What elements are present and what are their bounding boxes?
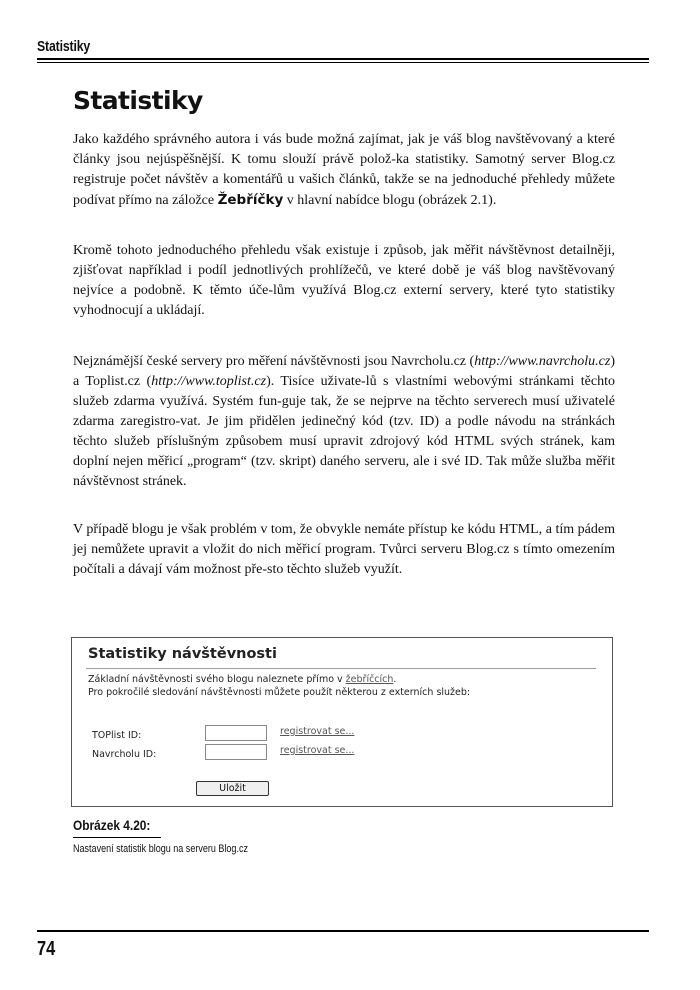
header-rule-thin (37, 62, 649, 63)
zebricky-link[interactable]: žebříčcích (345, 674, 394, 685)
navrcholu-register-link[interactable]: registrovat se... (280, 745, 355, 756)
paragraph-blog-problem: V případě blogu je však problém v tom, že obvykle nemáte přístup ke kódu HTML, a tím pádem jej nemůžete upravit a vložit do nich měřicí program. Tvůrci serveru Blog.cz s tímto omezením počítali a dávají vám možnost pře-sto těchto služeb využít. (73, 522, 615, 577)
paragraph-intro-text: Jako každého správného autora i vás bude možná zajímat, jak je váš blog navštěvovaný a které články jsou nejúspěšnější. K tomu slouží právě polož-ka statistiky. Samotný server Blog.cz registruje počet návštěv a komentářů u vašich článků, takže se na jednoduché přehledy můžete podívat přímo na záložce (73, 132, 615, 208)
footer-rule (37, 930, 649, 932)
toplist-id-input[interactable] (205, 725, 267, 741)
save-button[interactable]: Uložit (196, 781, 269, 796)
navrcholu-id-label: Navrcholu ID: (92, 749, 157, 760)
figure-info-line (88, 674, 396, 685)
figure-info-period: . (393, 674, 397, 685)
running-head: Statistiky (37, 38, 91, 55)
header-rule (37, 58, 649, 60)
figure-caption-label: Obrázek 4.20: (73, 817, 151, 833)
paragraph-czech-servers-text: Nejznámější české servery pro měření návštěvnosti jsou Navrcholu.cz ( (73, 354, 475, 369)
paragraph-external-servers: Kromě tohoto jednoduchého přehledu však existuje i způsob, jak měřit návštěvnost detailněji, zjišťovat například i podíl jednotlivých prohlížečů, ve které době je váš blog navštěvovaný nejvíce a podobně. K těmto úče-lům využívá Blog.cz externí servery, které tyto statistiky vyhodnocují a ukládají. (73, 243, 615, 318)
figure-panel-title: Statistiky návštěvnosti (88, 646, 277, 662)
page-number: 74 (37, 938, 56, 960)
paragraph-czech-servers (73, 352, 615, 492)
page-title: Statistiky (73, 86, 203, 115)
navrcholu-id-input[interactable] (205, 744, 267, 760)
url-toplist: http://www.toplist.cz (151, 374, 267, 389)
figure-info-text: Základní návštěvnosti svého blogu naleznete přímo v (88, 674, 346, 685)
paragraph-intro (73, 130, 615, 211)
paragraph-czech-servers-mid: ) a Toplist.cz ( (73, 354, 615, 389)
figure-advanced-line: Pro pokročilé sledování návštěvnosti můžete použít některou z externích služeb: (88, 687, 471, 698)
url-navrcholu: http://www.navrcholu.cz (474, 354, 611, 369)
paragraph-czech-servers-end: ). Tisíce uživate-lů s vlastními webovými stránkami těchto služeb zdarma využívá. Systém fun-guje tak, že se nejprve na těchto serverech musí uživatelé zdarma zaregistro-vat. Je jim přidělen jedinečný kód (tzv. ID) a podle návodu na stránkách těchto služeb příslušným způsobem musí upravit zdrojový kód HTML svých stránek, kam doplní nejen měřicí „program“ (tzv. skript) daného serveru, ale i své ID. Tak může služba měřit návštěvnost stránek. (73, 374, 615, 489)
toplist-id-label: TOPlist ID: (92, 730, 142, 741)
caption-rule (73, 837, 161, 838)
figure-title-rule (86, 668, 596, 669)
statistics-settings-figure (71, 637, 613, 807)
menu-term-zebricky: Žebříčky (217, 192, 284, 208)
toplist-register-link[interactable]: registrovat se... (280, 726, 355, 737)
paragraph-intro-end: v hlavní nabídce blogu (obrázek 2.1). (283, 193, 497, 208)
figure-caption-text: Nastavení statistik blogu na serveru Blog.cz (73, 843, 248, 855)
